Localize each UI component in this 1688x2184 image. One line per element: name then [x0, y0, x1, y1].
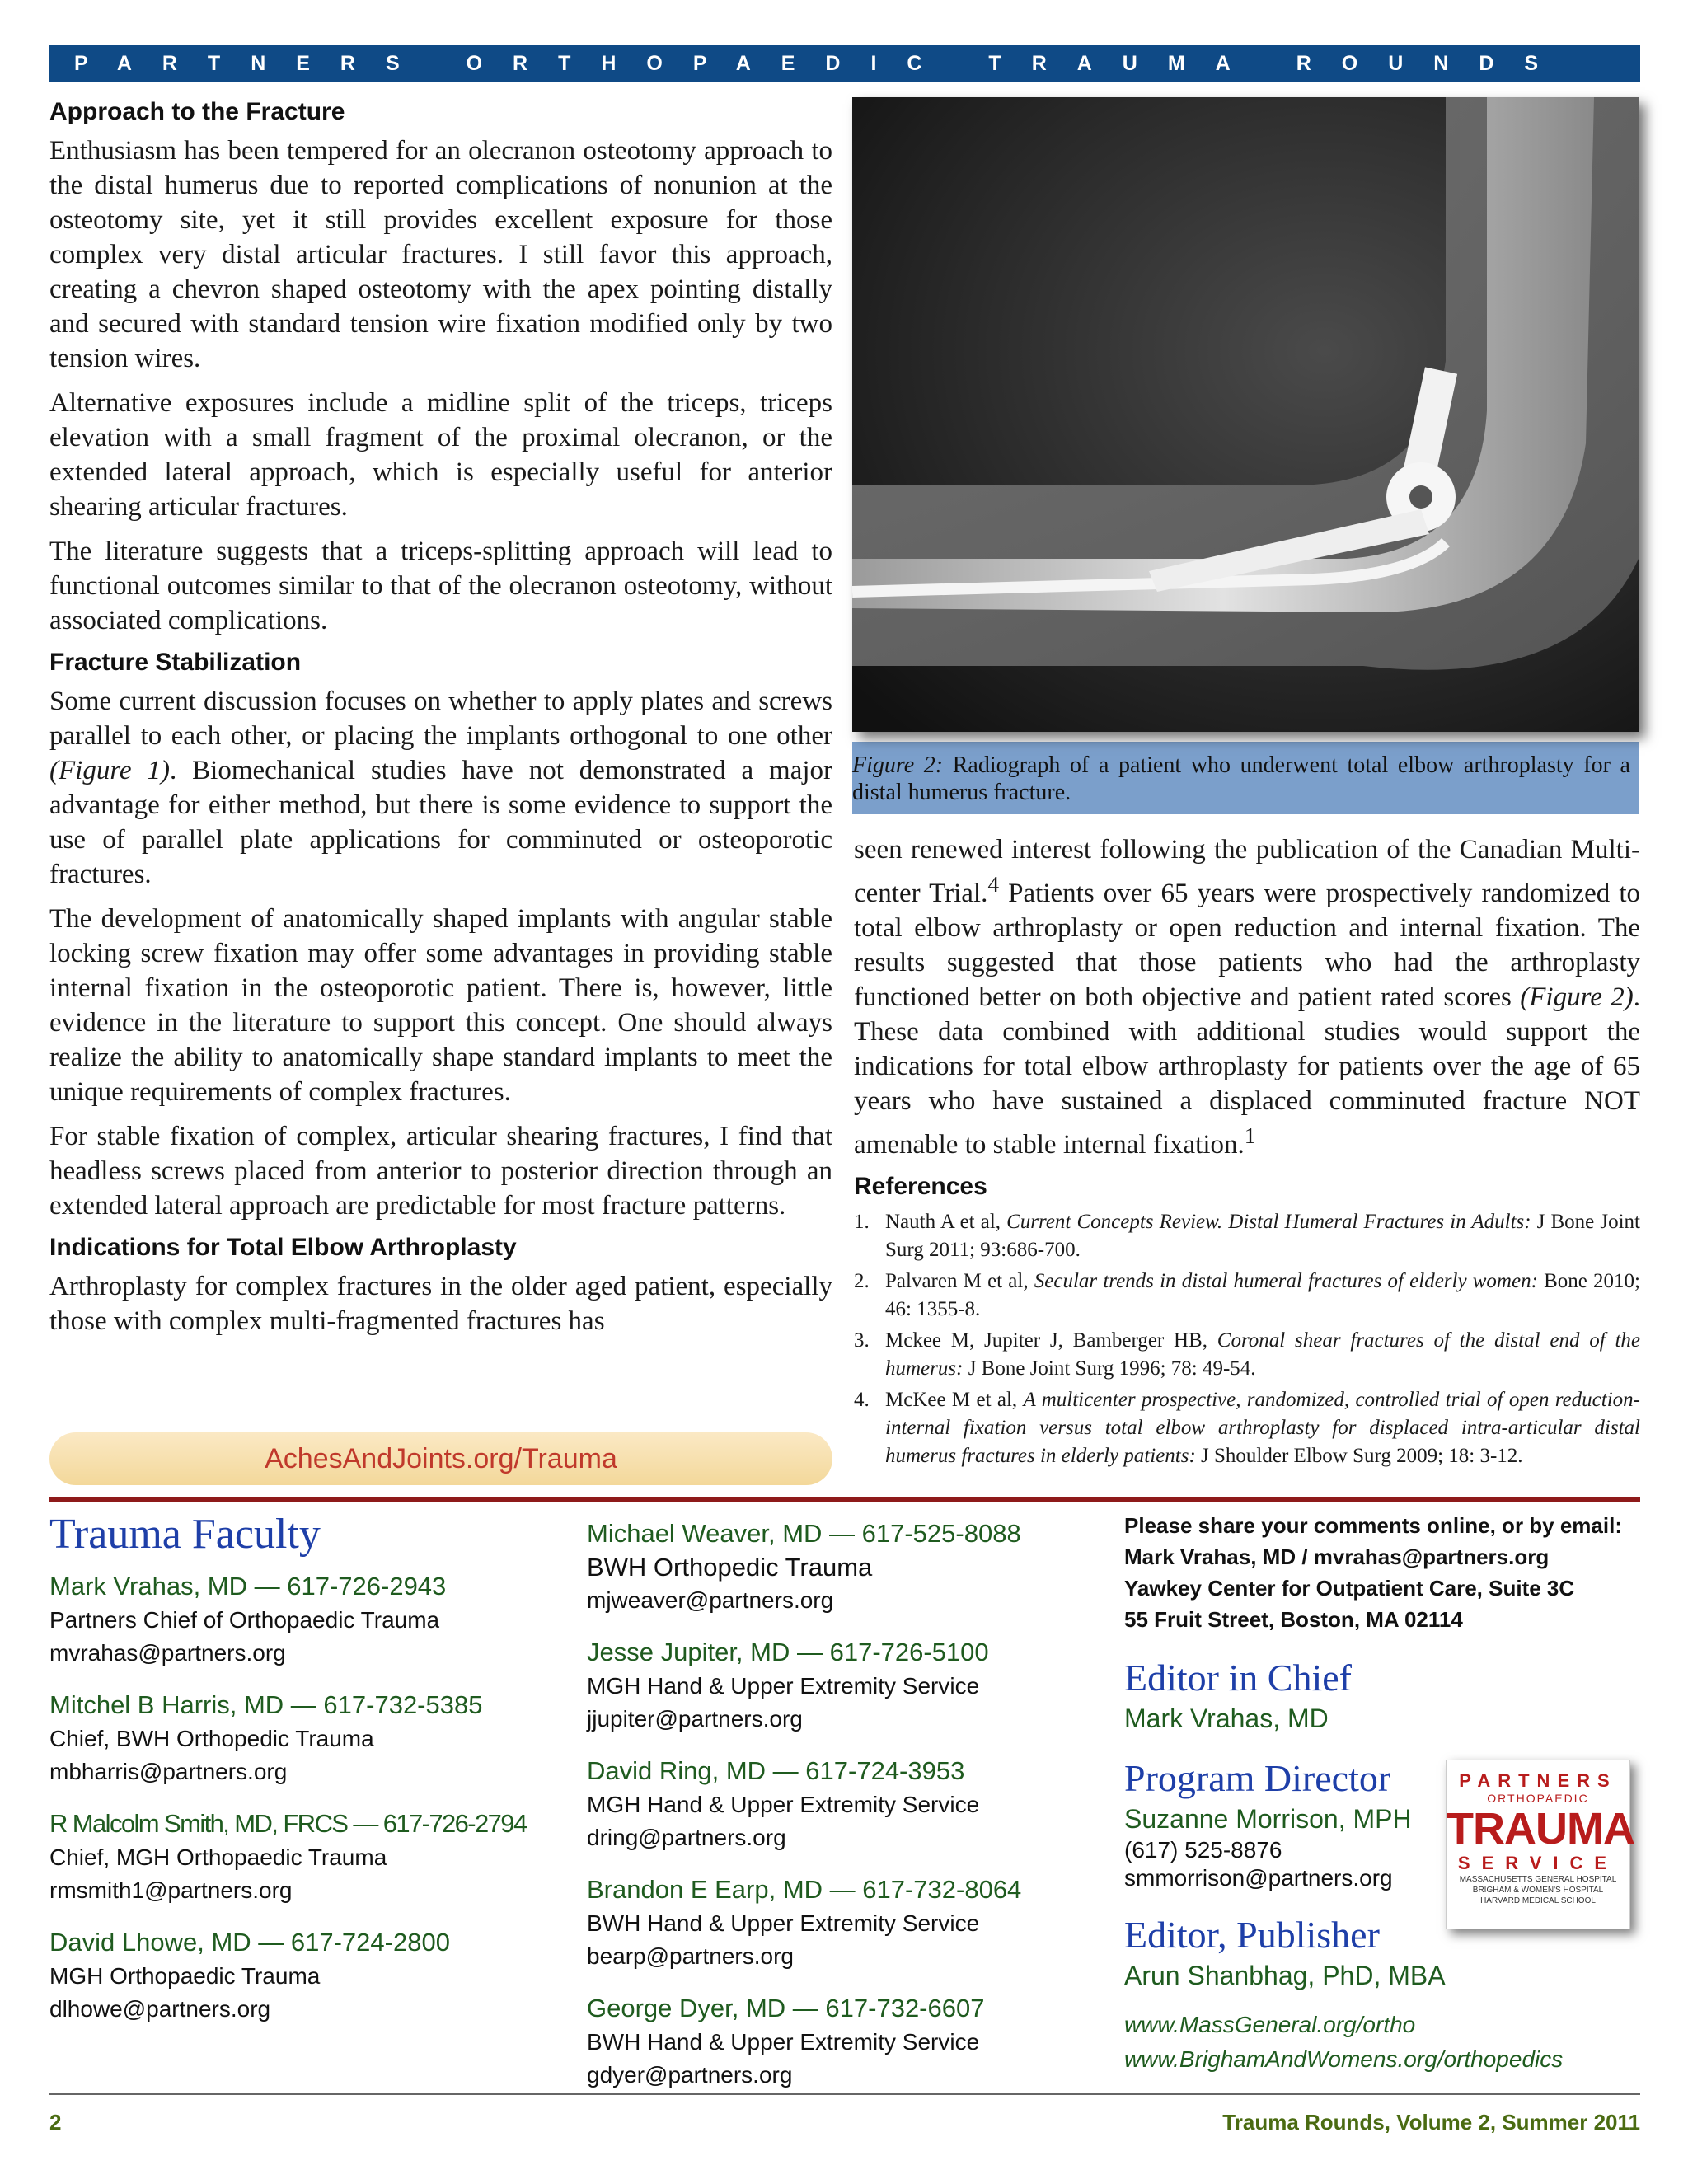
figure-2-reference: (Figure 2): [1520, 982, 1634, 1012]
citation-4: 4: [987, 871, 1000, 897]
references-list: [854, 1208, 1640, 1470]
approach-heading: Approach to the Fracture: [49, 98, 345, 125]
faculty-name: Mitchel B Harris, MD — 617-732-5385: [49, 1690, 483, 1719]
figure-2-label: Figure 2:: [852, 752, 944, 778]
right-column: [854, 97, 1640, 1474]
stab-p1-text-b: . Biomechanical studies have not demonstrated a major advantage for either method, but there is some evidence to support the use of parallel plate applications for comminuted or osteoporotic fractures.: [49, 756, 832, 889]
approach-paragraph-2: Alternative exposures include a midline split of the triceps, triceps elevation with a small fragment of the proximal olecranon, or the extended lateral approach, which is especially useful for anterior shearing articular fractures.: [49, 388, 832, 522]
page-number: 2: [49, 2110, 62, 2135]
approach-paragraph-3: The literature suggests that a triceps-splitting approach will lead to functional outcomes similar to that of the olecranon osteotomy, without associated complications.: [49, 537, 832, 635]
faculty-role: BWH Hand & Upper Extremity Service: [587, 1910, 980, 1936]
figure-2-caption: [852, 742, 1639, 814]
reference-item: 4. McKee M et al, A multicenter prospective, randomized, controlled trial of open reduction-internal fixation versus total elbow arthroplasty for displaced intra-articular distal humerus fractures in elderly patients: J Shoulder Elbow Surg 2009; 18: 3-12.: [854, 1389, 1640, 1467]
faculty-name: George Dyer, MD — 617-732-6607: [587, 1994, 985, 2022]
faculty-member: [587, 1635, 1114, 1736]
program-director-name: Suzanne Morrison, MPH: [1124, 1804, 1412, 1834]
approach-paragraph-1: Enthusiasm has been tempered for an olecranon osteotomy approach to the distal humerus due to reported complications of nonunion at the osteotomy site, yet it still provides excellent exposure for those complex very distal articular fractures. I still favor this approach, creating a chevron shaped osteotomy with the apex pointing distally and secured with standard tension wire fixation modified only by two tension wires.: [49, 136, 832, 373]
stabilization-paragraph-1: [49, 684, 832, 892]
publication-title: Trauma Rounds, Volume 2, Summer 2011: [1222, 2110, 1640, 2135]
faculty-member: [49, 1569, 577, 1670]
faculty-role: MGH Orthopaedic Trauma: [49, 1963, 321, 1989]
reference-item: 2. Palvaren M et al, Secular trends in distal humeral fractures of elderly women: Bone 2010; 46: 1355-8.: [854, 1270, 1640, 1320]
indications-continued: [854, 832, 1640, 1162]
editor-publisher-title: Editor, Publisher: [1124, 1914, 1380, 1956]
faculty-member: [49, 1925, 577, 2026]
figure-1-reference: (Figure 1): [49, 756, 170, 785]
reference-item: 3. Mckee M, Jupiter J, Bamberger HB, Coronal shear fractures of the distal end of the humerus: J Bone Joint Surg 1996; 78: 49-54.: [854, 1329, 1640, 1380]
elbow-radiograph-figure: [852, 97, 1639, 732]
reference-item: 1. Nauth A et al, Current Concepts Review. Distal Humeral Fractures in Adults: J Bone Joint Surg 2011; 93:686-700.: [854, 1211, 1640, 1261]
faculty-name: David Lhowe, MD — 617-724-2800: [49, 1928, 450, 1957]
faculty-name: Brandon E Earp, MD — 617-732-8064: [587, 1875, 1022, 1904]
faculty-name: Jesse Jupiter, MD — 617-726-5100: [587, 1638, 989, 1666]
faculty-role: MGH Hand & Upper Extremity Service: [587, 1673, 980, 1699]
editor-in-chief-name: Mark Vrahas, MD: [1124, 1704, 1329, 1733]
footer-divider: [49, 2093, 1640, 2095]
share-comments-line: Please share your comments online, or by email:: [1124, 1513, 1622, 1538]
bwh-website-link[interactable]: www.BrighamAndWomens.org/orthopedics: [1124, 2046, 1564, 2072]
faculty-role: BWH Orthopedic Trauma: [587, 1553, 873, 1582]
faculty-name: David Ring, MD — 617-724-3953: [587, 1756, 965, 1785]
faculty-email[interactable]: gdyer@partners.org: [587, 2062, 793, 2088]
header-banner: PARTNERS ORTHOPAEDIC TRAUMA ROUNDS: [49, 45, 1640, 82]
faculty-member: [49, 1807, 577, 1907]
contact-address-line-2: 55 Fruit Street, Boston, MA 02114: [1124, 1607, 1463, 1632]
program-director-email[interactable]: smmorrison@partners.org: [1124, 1865, 1393, 1891]
ind-cont-text-a: seen renewed interest following the publication of the Canadian Multi-center Trial.: [854, 835, 1640, 908]
faculty-member: [587, 1754, 1114, 1854]
faculty-role: Partners Chief of Orthopaedic Trauma: [49, 1607, 440, 1633]
faculty-role: Chief, MGH Orthopaedic Trauma: [49, 1844, 387, 1870]
references-heading: References: [854, 1173, 987, 1200]
faculty-member: [587, 1516, 1114, 1617]
faculty-email[interactable]: rmsmith1@partners.org: [49, 1877, 293, 1903]
mgh-website-link[interactable]: www.MassGeneral.org/ortho: [1124, 2012, 1416, 2037]
program-director-title: Program Director: [1124, 1757, 1391, 1799]
faculty-role: Chief, BWH Orthopedic Trauma: [49, 1726, 374, 1751]
faculty-column-1: [49, 1508, 577, 2044]
stab-p1-text-a: Some current discussion focuses on whether to apply plates and screws parallel to each other, or placing the implants orthogonal to one other: [49, 687, 832, 751]
faculty-member: [587, 1872, 1114, 1973]
faculty-role: BWH Hand & Upper Extremity Service: [587, 2029, 980, 2055]
citation-1: 1: [1244, 1122, 1256, 1148]
indications-heading: Indications for Total Elbow Arthroplasty: [49, 1234, 517, 1261]
faculty-name: Mark Vrahas, MD — 617-726-2943: [49, 1572, 447, 1601]
contact-email-line[interactable]: Mark Vrahas, MD / mvrahas@partners.org: [1124, 1544, 1550, 1569]
faculty-member: [49, 1688, 577, 1788]
program-director-phone: (617) 525-8876: [1124, 1837, 1282, 1863]
faculty-column-2: [587, 1516, 1114, 2110]
faculty-member: [587, 1991, 1114, 2092]
partners-trauma-logo: PARTNERS ORTHOPAEDIC TRAUMA SERVICE MASSACHUSETTS GENERAL HOSPITAL BRIGHAM & WOMEN'S HOSPITAL HARVARD MEDICAL SCHOOL: [1446, 1760, 1630, 1929]
faculty-email[interactable]: mbharris@partners.org: [49, 1759, 288, 1784]
stabilization-heading: Fracture Stabilization: [49, 649, 302, 676]
ind-cont-text-c: . These data combined with additional studies would support the indications for total elbow arthroplasty for patients over the age of 65 years who have sustained a displaced comminuted fracture NOT amenable to stable internal fixation.: [854, 982, 1640, 1160]
figure-2-text: Radiograph of a patient who underwent total elbow arthroplasty for a distal humerus fracture.: [852, 752, 1630, 805]
section-divider: [49, 1497, 1640, 1502]
faculty-name: R Malcolm Smith, MD, FRCS — 617-726-2794: [49, 1809, 527, 1838]
left-column: [49, 97, 832, 1348]
faculty-title: Trauma Faculty: [49, 1511, 321, 1558]
contact-address-line-1: Yawkey Center for Outpatient Care, Suite 3C: [1124, 1576, 1575, 1601]
faculty-email[interactable]: dlhowe@partners.org: [49, 1996, 271, 2022]
website-link-pill[interactable]: AchesAndJoints.org/Trauma: [49, 1432, 832, 1485]
faculty-email[interactable]: mvrahas@partners.org: [49, 1640, 286, 1666]
faculty-role: MGH Hand & Upper Extremity Service: [587, 1792, 980, 1817]
faculty-name: Michael Weaver, MD — 617-525-8088: [587, 1519, 1021, 1548]
stabilization-paragraph-3: For stable fixation of complex, articular shearing fractures, I find that headless screws placed from anterior to posterior direction through an extended lateral approach are predictable for most fracture patterns.: [49, 1122, 832, 1221]
faculty-email[interactable]: mjweaver@partners.org: [587, 1587, 834, 1613]
faculty-email[interactable]: bearp@partners.org: [587, 1943, 795, 1969]
xray-image: [852, 97, 1639, 732]
editor-in-chief-title: Editor in Chief: [1124, 1657, 1352, 1699]
ind-cont-text-b: Patients over 65 years were prospectively randomized to total elbow arthroplasty or open reduction and internal fixation. The results suggested that those patients who had the arthroplasty functioned better on both objective and patient rated scores: [854, 879, 1640, 1012]
faculty-email[interactable]: dring@partners.org: [587, 1825, 786, 1850]
stabilization-paragraph-2: The development of anatomically shaped implants with angular stable locking screw fixation may offer some advantages in providing stable internal fixation in the osteoporotic patient. There is, however, little evidence in the literature to support this concept. One should always realize the ability to anatomically shape standard implants to meet the unique requirements of complex fractures.: [49, 904, 832, 1107]
editor-publisher-name: Arun Shanbhag, PhD, MBA: [1124, 1961, 1446, 1990]
indications-paragraph-1: Arthroplasty for complex fractures in the older aged patient, especially those with complex multi-fragmented fractures has: [49, 1272, 832, 1336]
faculty-email[interactable]: jjupiter@partners.org: [587, 1706, 803, 1732]
